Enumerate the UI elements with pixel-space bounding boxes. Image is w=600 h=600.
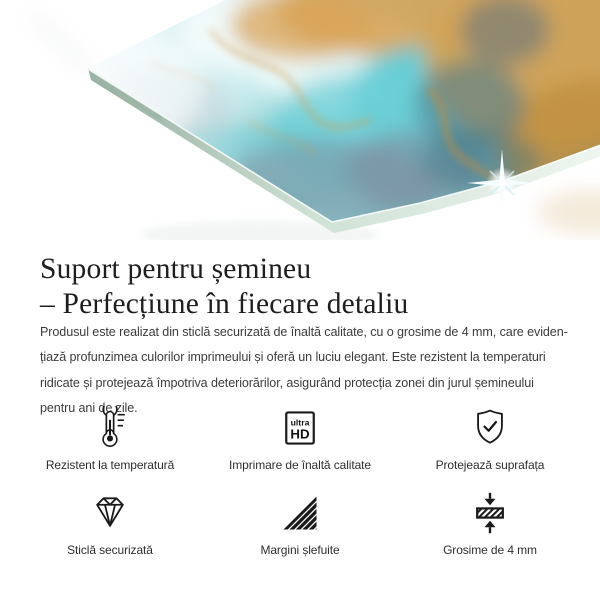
ultra-hd-icon — [278, 406, 322, 450]
diamond-icon — [88, 491, 132, 535]
page-title — [40, 252, 408, 322]
feature-item-protects-surface — [395, 402, 585, 474]
feature-label: Imprimare de înaltă calitate — [229, 458, 371, 472]
feature-item-print-quality — [205, 402, 395, 474]
feature-item-tempered-glass — [15, 487, 205, 559]
shield-check-icon — [468, 406, 512, 450]
polished-edges-icon — [278, 491, 322, 535]
feature-item-polished-edges — [205, 487, 395, 559]
svg-text:HD: HD — [290, 426, 310, 442]
feature-label: Grosime de 4 mm — [443, 543, 537, 557]
description-line: Produsul este realizat din sticlă securizată de înaltă calitate, cu o grosime de 4 mm, care eviden- — [40, 324, 568, 339]
feature-label: Margini șlefuite — [260, 543, 340, 557]
thermometer-icon — [88, 406, 132, 450]
page-title-line2: – Perfecțiune în fiecare detaliu — [40, 287, 409, 320]
gold-reflection — [537, 190, 600, 234]
feature-label: Protejează suprafața — [435, 458, 545, 472]
feature-item-thickness — [395, 487, 585, 559]
feature-label: Sticlă securizată — [67, 543, 153, 557]
feature-label: Rezistent la temperatură — [45, 458, 175, 472]
thickness-icon — [468, 491, 512, 535]
svg-text:ultra: ultra — [290, 417, 310, 428]
description-line: țiază profunzimea culorilor imprimeului și oferă un luciu elegant. Este rezistent la temperaturi — [40, 350, 546, 365]
feature-item-temperature — [15, 402, 205, 474]
description-line: ridicate și protejează împotriva deteriorărilor, asigurând protecția zonei din jurul șemineului — [40, 375, 534, 390]
abstract-glass-panel-graphic — [0, 0, 600, 240]
product-image — [0, 0, 600, 240]
features-grid — [15, 402, 585, 559]
description-line: pentru ani de zile. — [40, 401, 138, 416]
page-title-line1: Suport pentru șemineu — [40, 252, 312, 285]
